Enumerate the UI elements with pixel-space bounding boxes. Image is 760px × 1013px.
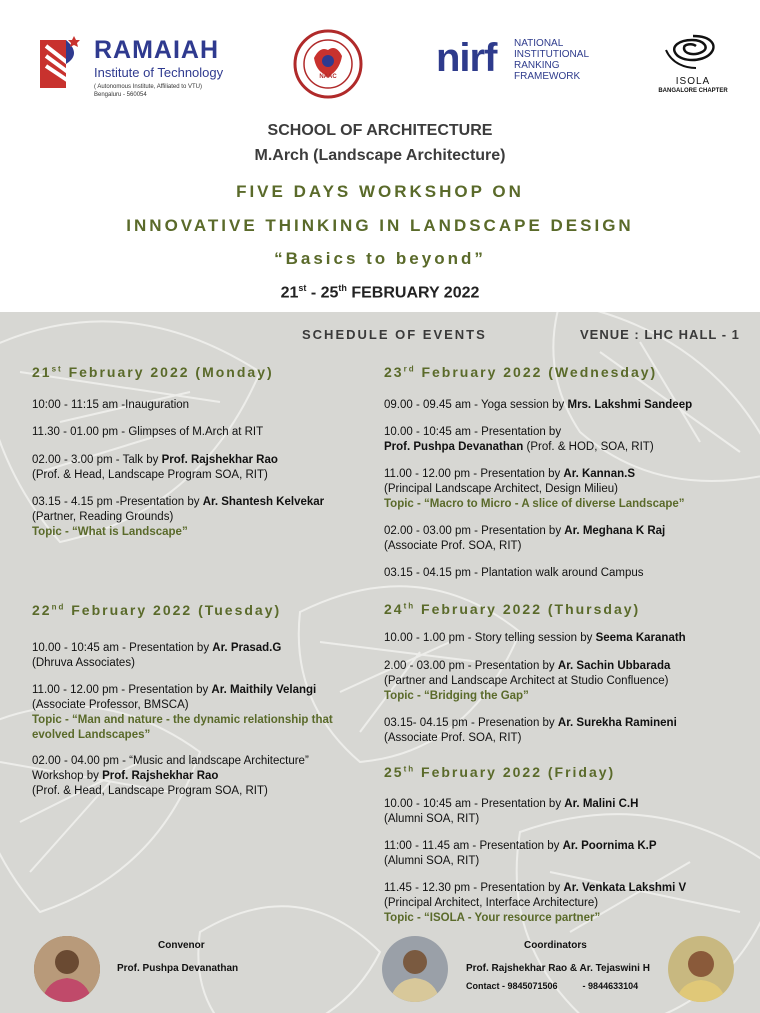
event-item bbox=[384, 467, 744, 512]
event-topic: Topic - “Bridging the Gap” bbox=[384, 690, 529, 702]
speaker-name: Ar. Maithily Velangi bbox=[211, 684, 317, 696]
speaker-name: Ar. Surekha Ramineni bbox=[557, 717, 677, 729]
day-number: 21 bbox=[32, 364, 52, 380]
speaker-affiliation: (Alumni SOA, RIT) bbox=[384, 813, 480, 825]
date-start: 21 bbox=[280, 284, 299, 302]
venue-label: VENUE : LHC HALL - 1 bbox=[580, 327, 740, 342]
nirf-line: FRAMEWORK bbox=[514, 71, 581, 82]
event-item bbox=[384, 398, 734, 413]
ramaiah-subtitle: Institute of Technology bbox=[94, 65, 224, 80]
nirf-line: INSTITUTIONAL bbox=[514, 49, 590, 60]
speaker-affiliation: (Associate Prof. SOA, RIT) bbox=[384, 732, 522, 744]
event-topic: Topic - “Macro to Micro - A slice of diverse Landscape” bbox=[384, 498, 685, 510]
isola-chapter: BANGALORE CHAPTER bbox=[658, 88, 728, 94]
event-text: 10.00 - 10:45 am - Presentation by bbox=[384, 426, 562, 438]
event-item bbox=[32, 453, 382, 483]
convenor-name: Prof. Pushpa Devanathan bbox=[117, 963, 239, 974]
day-heading-monday bbox=[32, 364, 274, 380]
person-icon bbox=[34, 936, 100, 1002]
event-item bbox=[32, 641, 382, 671]
event-item bbox=[384, 566, 734, 581]
speaker-name: Ar. Kannan.S bbox=[563, 468, 635, 480]
nirf-wordmark: nirf bbox=[436, 36, 497, 80]
event-text: 11.30 - 01.00 pm - Glimpses of M.Arch at RIT bbox=[32, 426, 264, 438]
event-text: 09.00 - 09.45 am - Yoga session by bbox=[384, 399, 568, 411]
speaker-affiliation: (Associate Prof. SOA, RIT) bbox=[384, 540, 522, 552]
isola-logo bbox=[656, 28, 730, 98]
speaker-name: Ar. Prasad.G bbox=[212, 642, 282, 654]
speaker-affiliation: (Partner and Landscape Architect at Studio Confluence) bbox=[384, 675, 669, 687]
speaker-name: Mrs. Lakshmi Sandeep bbox=[567, 399, 693, 411]
speaker-name: Ar. Meghana K Raj bbox=[564, 525, 666, 537]
event-text: 11:00 - 11.45 am - Presentation by bbox=[384, 840, 563, 852]
workshop-dates bbox=[0, 283, 760, 302]
event-topic: Topic - “Man and nature - the dynamic relationship that evolved Landscapes” bbox=[32, 714, 333, 741]
day-suffix: th bbox=[403, 601, 416, 611]
event-text: 10.00 - 1.00 pm - Story telling session by bbox=[384, 632, 596, 644]
day-suffix: rd bbox=[403, 364, 416, 374]
speaker-name: Ar. Sachin Ubbarada bbox=[557, 660, 671, 672]
nirf-line: RANKING bbox=[514, 60, 560, 71]
day-number: 24 bbox=[384, 601, 404, 617]
day-label: February 2022 (Monday) bbox=[62, 364, 274, 380]
event-item bbox=[384, 881, 744, 926]
event-item bbox=[384, 631, 734, 646]
event-item bbox=[384, 716, 734, 746]
day-label: February 2022 (Wednesday) bbox=[415, 364, 658, 380]
date-month: FEBRUARY 2022 bbox=[346, 284, 480, 302]
day-label: February 2022 (Friday) bbox=[415, 764, 616, 780]
event-item bbox=[32, 754, 382, 799]
coordinator-photo-1 bbox=[382, 936, 448, 1002]
speaker-name: Ar. Shantesh Kelvekar bbox=[202, 496, 325, 508]
person-icon bbox=[382, 936, 448, 1002]
event-text: 03.15 - 4.15 pm -Presentation by bbox=[32, 496, 203, 508]
workshop-tagline: “Basics to beyond” bbox=[274, 249, 486, 268]
day-heading-friday bbox=[384, 764, 615, 780]
speaker-affiliation: (Principal Architect, Interface Architecture) bbox=[384, 897, 599, 909]
event-topic: Topic - “What is Landscape” bbox=[32, 526, 188, 538]
event-text: 2.00 - 03.00 pm - Presentation by bbox=[384, 660, 558, 672]
event-text: 02.00 - 3.00 pm - Talk by bbox=[32, 454, 162, 466]
event-item bbox=[384, 797, 734, 827]
event-item bbox=[32, 495, 382, 540]
event-text: 10.00 - 10:45 am - Presentation by bbox=[32, 642, 213, 654]
schedule-heading: SCHEDULE OF EVENTS bbox=[302, 327, 487, 342]
speaker-name: Prof. Rajshekhar Rao bbox=[102, 770, 219, 782]
ramaiah-logo bbox=[36, 32, 256, 102]
workshop-theme: INNOVATIVE THINKING IN LANDSCAPE DESIGN bbox=[126, 216, 634, 235]
day-number: 22 bbox=[32, 602, 52, 618]
naac-label: NAAC bbox=[319, 74, 337, 80]
ramaiah-address-line: Bengaluru - 560054 bbox=[94, 92, 147, 98]
event-item bbox=[32, 683, 362, 743]
event-text: 10:00 - 11:15 am -Inauguration bbox=[32, 399, 190, 411]
event-text: 11.45 - 12.30 pm - Presentation by bbox=[384, 882, 564, 894]
event-item bbox=[384, 425, 734, 455]
event-text: 02.00 - 03.00 pm - Presentation by bbox=[384, 525, 565, 537]
convenor-photo bbox=[34, 936, 100, 1002]
isola-spiral-icon bbox=[656, 28, 730, 74]
coordinator-photo-2 bbox=[668, 936, 734, 1002]
speaker-affiliation: (Prof. & HOD, SOA, RIT) bbox=[523, 441, 654, 453]
event-text: Workshop by bbox=[32, 770, 103, 782]
person-icon bbox=[668, 936, 734, 1002]
event-topic: Topic - “ISOLA - Your resource partner” bbox=[384, 912, 601, 924]
nirf-logo bbox=[436, 30, 596, 96]
date-end-suffix: th bbox=[338, 283, 347, 293]
speaker-name: Prof. Rajshekhar Rao bbox=[161, 454, 278, 466]
event-text: 03.15- 04.15 pm - Presenation by bbox=[384, 717, 558, 729]
day-heading-tuesday bbox=[32, 602, 281, 618]
speaker-name: Prof. Pushpa Devanathan bbox=[384, 441, 524, 453]
event-text: 02.00 - 04.00 pm - “Music and landscape Architecture” bbox=[32, 755, 309, 767]
event-text: 11.00 - 12.00 pm - Presentation by bbox=[32, 684, 212, 696]
speaker-name: Ar. Poornima K.P bbox=[562, 840, 657, 852]
day-suffix: nd bbox=[51, 602, 66, 612]
nirf-text bbox=[514, 38, 589, 82]
day-heading-wednesday bbox=[384, 364, 657, 380]
event-item bbox=[32, 425, 382, 440]
workshop-title: FIVE DAYS WORKSHOP ON bbox=[236, 182, 524, 201]
coordinator-names: Prof. Rajshekhar Rao & Ar. Tejaswini H bbox=[466, 963, 650, 974]
speaker-affiliation: (Prof. & Head, Landscape Program SOA, RIT) bbox=[32, 785, 268, 797]
speaker-affiliation: (Principal Landscape Architect, Design Milieu) bbox=[384, 483, 618, 495]
speaker-name: Seema Karanath bbox=[595, 632, 686, 644]
date-end: - 25 bbox=[306, 284, 339, 302]
speaker-affiliation: (Prof. & Head, Landscape Program SOA, RIT) bbox=[32, 469, 268, 481]
school-title: SCHOOL OF ARCHITECTURE bbox=[267, 122, 493, 139]
coordinators-label: Coordinators bbox=[524, 940, 587, 951]
day-suffix: th bbox=[403, 764, 416, 774]
coordinator-contact: Contact - 9845071506 - 9844633104 bbox=[466, 981, 639, 991]
event-text: 03.15 - 04.15 pm - Plantation walk around Campus bbox=[384, 567, 644, 579]
ramaiah-emblem-icon bbox=[36, 34, 86, 92]
day-label: February 2022 (Tuesday) bbox=[65, 602, 282, 618]
event-item bbox=[384, 839, 734, 869]
event-item bbox=[384, 524, 734, 554]
event-item bbox=[384, 659, 744, 704]
isola-name: ISOLA bbox=[675, 76, 711, 87]
ramaiah-name: RAMAIAH bbox=[94, 36, 220, 64]
speaker-affiliation: (Alumni SOA, RIT) bbox=[384, 855, 480, 867]
day-suffix: st bbox=[51, 364, 63, 374]
program-title: M.Arch (Landscape Architecture) bbox=[254, 147, 506, 164]
event-text: 10.00 - 10:45 am - Presentation by bbox=[384, 798, 565, 810]
nirf-line: NATIONAL bbox=[514, 38, 564, 49]
day-number: 23 bbox=[384, 364, 404, 380]
event-text: 11.00 - 12.00 pm - Presentation by bbox=[384, 468, 564, 480]
speaker-affiliation: (Partner, Reading Grounds) bbox=[32, 511, 174, 523]
day-heading-thursday bbox=[384, 601, 640, 617]
ramaiah-affiliation-line: ( Autonomous Institute, Affiliated to VTU) bbox=[94, 84, 202, 90]
day-number: 25 bbox=[384, 764, 404, 780]
day-label: February 2022 (Thursday) bbox=[415, 601, 641, 617]
speaker-affiliation: (Associate Professor, BMSCA) bbox=[32, 699, 189, 711]
event-item bbox=[32, 398, 382, 413]
convenor-label: Convenor bbox=[158, 940, 205, 951]
date-start-suffix: st bbox=[298, 283, 307, 293]
speaker-affiliation: (Dhruva Associates) bbox=[32, 657, 135, 669]
speaker-name: Ar. Malini C.H bbox=[564, 798, 639, 810]
poster-header bbox=[0, 0, 760, 312]
speaker-name: Ar. Venkata Lakshmi V bbox=[563, 882, 687, 894]
ramaiah-affiliation bbox=[94, 83, 234, 99]
naac-seal-icon bbox=[292, 28, 364, 100]
